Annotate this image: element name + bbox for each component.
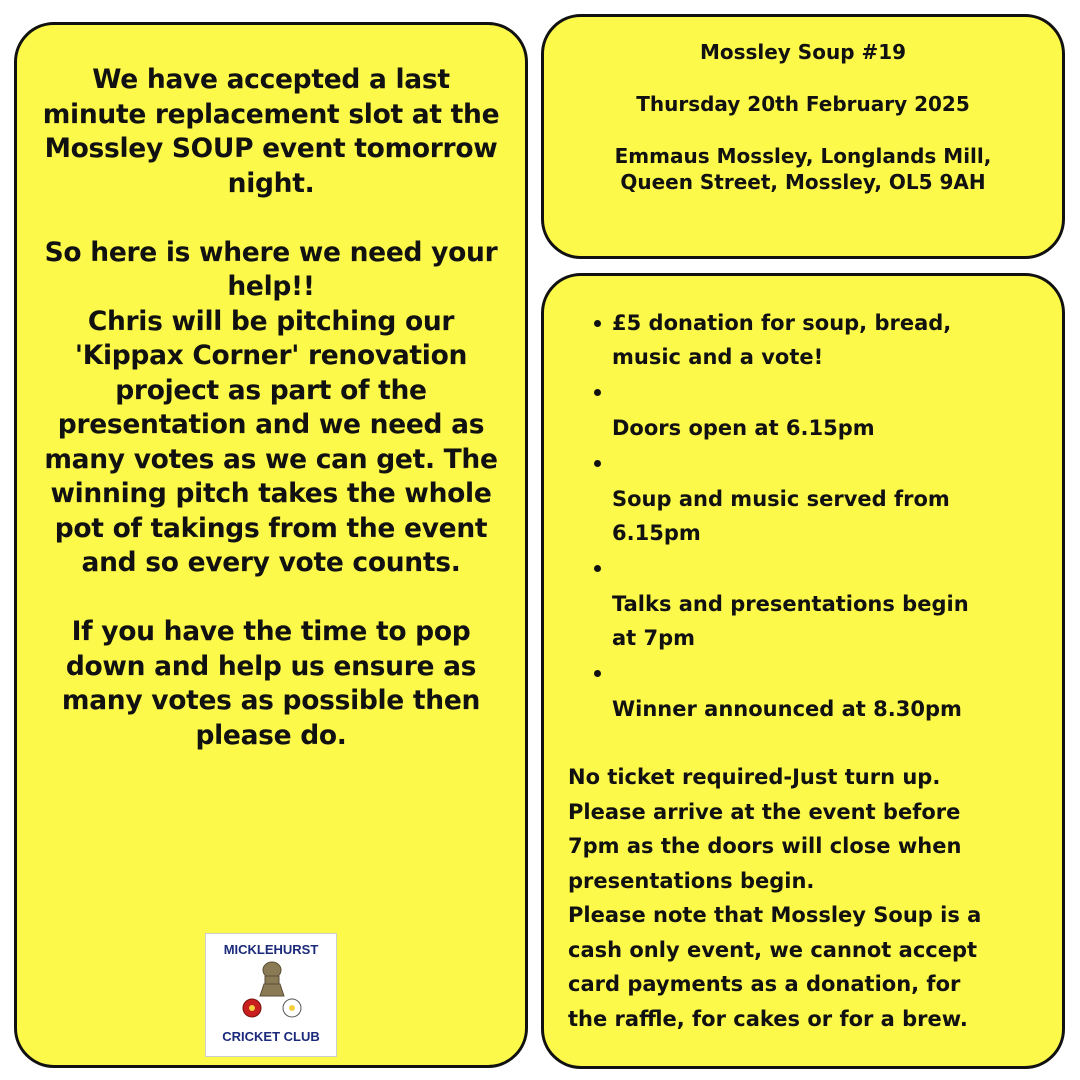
message-line: minute replacement slot at the	[42, 98, 500, 130]
detail-bullet-item	[568, 551, 1050, 655]
note-line: Please note that Mossley Soup is a	[568, 903, 982, 927]
message-line: please do.	[195, 719, 347, 751]
bullet-icon	[594, 670, 601, 677]
note-line: cash only event, we cannot accept	[568, 937, 978, 962]
message-line: many votes as we can get. The	[44, 443, 498, 475]
message-line: and so every vote counts.	[81, 547, 461, 578]
bullet-icon	[594, 460, 601, 467]
message-line: presentation and we need as	[57, 409, 485, 440]
message-line: Mossley SOUP event tomorrow	[44, 133, 498, 164]
bullet-text: music and a vote!	[612, 345, 824, 369]
detail-bullet-item	[568, 446, 1050, 550]
message-line: We have accepted a last	[92, 64, 450, 95]
detail-bullet-item	[568, 375, 1050, 445]
message-line: night.	[227, 167, 315, 199]
message-line: 'Kippax Corner' renovation	[74, 340, 468, 371]
event-address-line1: Emmaus Mossley, Longlands Mill,	[614, 144, 992, 168]
message-line: If you have the time to pop	[71, 616, 471, 647]
message-line: project as part of the	[115, 374, 427, 406]
event-title: Mossley Soup #19	[699, 40, 907, 64]
message-line: many votes as possible then	[61, 685, 481, 716]
bullet-text: Winner announced at 8.30pm	[612, 697, 962, 721]
paragraph-gap	[27, 201, 515, 236]
note-line: Please arrive at the event before	[568, 799, 961, 824]
left-message-panel	[14, 22, 528, 1068]
logo-line2: CRICKET CLUB	[222, 1029, 320, 1044]
event-address-line2: Queen Street, Mossley, OL5 9AH	[620, 170, 986, 194]
message-line: down and help us ensure as	[65, 650, 477, 682]
cricket-club-logo	[205, 933, 337, 1057]
note-line: No ticket required-Just turn up.	[568, 765, 941, 789]
event-date: Thursday 20th February 2025	[636, 92, 970, 116]
bullet-icon	[594, 565, 601, 572]
bullet-icon	[594, 320, 601, 327]
event-details-panel	[541, 273, 1065, 1069]
message-line: Chris will be pitching our	[87, 305, 455, 337]
left-message-text	[27, 63, 515, 753]
bullet-text: at 7pm	[612, 626, 696, 650]
message-line: pot of takings from the event	[54, 512, 488, 544]
message-line: winning pitch takes the whole	[50, 478, 492, 509]
details-notes	[568, 760, 1048, 1036]
note-line: 7pm as the doors will close when	[568, 834, 962, 858]
detail-bullet-item	[568, 656, 1050, 726]
message-line: help!!	[227, 271, 315, 302]
message-line: So here is where we need your	[44, 236, 498, 268]
note-line: presentations begin.	[568, 868, 815, 893]
logo-line1: MICKLEHURST	[223, 942, 319, 957]
details-bullet-list	[568, 306, 1050, 727]
detail-bullet-item	[568, 306, 1050, 374]
bullet-icon	[594, 389, 601, 396]
note-line: card payments as a donation, for	[568, 972, 961, 996]
bullet-text: Soup and music served from	[612, 487, 950, 511]
bullet-text: £5 donation for soup, bread,	[612, 311, 952, 335]
wheatsheaf-rose-icon	[238, 960, 306, 1026]
bullet-text: Talks and presentations begin	[612, 592, 969, 616]
bullet-text: Doors open at 6.15pm	[612, 416, 875, 440]
event-info-panel	[541, 14, 1065, 259]
note-line: the raffle, for cakes or for a brew.	[568, 1006, 968, 1031]
paragraph-gap	[27, 581, 515, 616]
bullet-text: 6.15pm	[612, 521, 701, 545]
